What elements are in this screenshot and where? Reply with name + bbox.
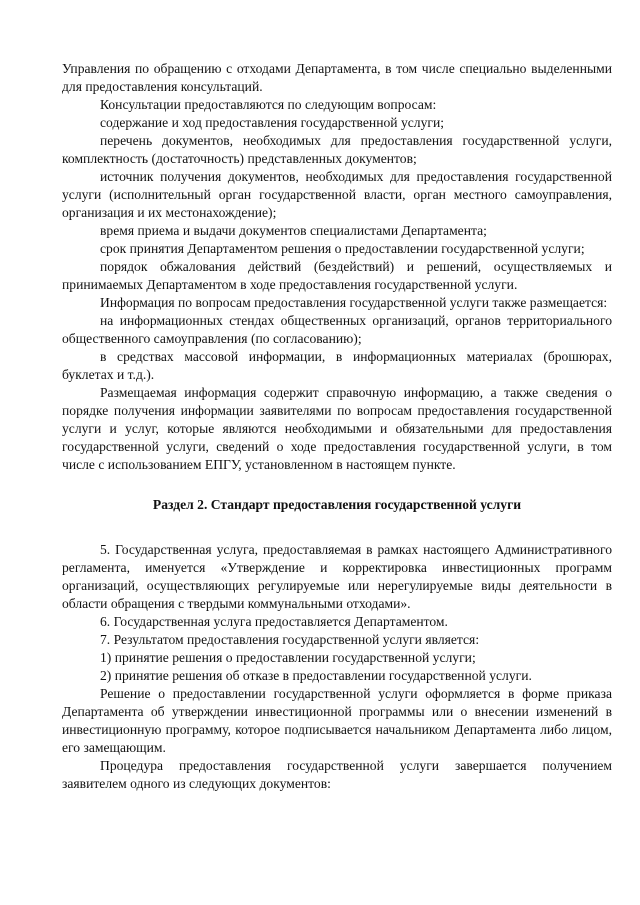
list-item: на информационных стендах общественных организаций, органов территориального общественного самоуправления (по согласованию); (62, 313, 612, 346)
paragraph: Решение о предоставлении государственной услуги оформляется в форме приказа Департамента об утверждении инвестиционной программы или о внесении изменений в инвестиционную программу, которое подписывается начальником Департамента либо лицом, его замещающим. (62, 686, 612, 755)
list-item: перечень документов, необходимых для предоставления государственной услуги, комплектность (достаточность) представленных документов; (62, 133, 612, 166)
list-item: 1) принятие решения о предоставлении государственной услуги; (100, 650, 476, 665)
list-item: в средствах массовой информации, в информационных материалах (брошюрах, буклетах и т.д.). (62, 349, 612, 382)
paragraph: Консультации предоставляются по следующим вопросам: (100, 97, 437, 112)
paragraph: 6. Государственная услуга предоставляется Департаментом. (100, 614, 448, 629)
paragraph: Информация по вопросам предоставления государственной услуги также размещается: (100, 295, 608, 310)
paragraph: Управления по обращению с отходами Департамента, в том числе специально выделенными для предоставления консультаций. (62, 61, 612, 94)
list-item: содержание и ход предоставления государственной услуги; (100, 115, 444, 130)
list-item: срок принятия Департаментом решения о предоставлении государственной услуги; (100, 241, 585, 256)
document-page (62, 60, 612, 793)
paragraph: Процедура предоставления государственной услуги завершается получением заявителем одного из следующих документов: (62, 758, 612, 791)
paragraph: 5. Государственная услуга, предоставляемая в рамках настоящего Административного регламента, именуется «Утверждение и корректировка инвестиционных программ организаций, осуществляющих регулируемые или нерегулируемые виды деятельности в области обращения с твердыми коммунальными отходами». (62, 542, 612, 611)
paragraph: 7. Результатом предоставления государственной услуги является: (100, 632, 480, 647)
list-item: 2) принятие решения об отказе в предоставлении государственной услуги. (100, 668, 532, 683)
paragraph: Размещаемая информация содержит справочную информацию, а также сведения о порядке получения информации заявителями по вопросам предоставления государственной услуги и услуг, которые являются необходимыми и обязательными для предоставления государственной услуги, сведений о ходе предоставления государственной услуги, в том числе с использованием ЕПГУ, установленном в настоящем пункте. (62, 385, 612, 472)
section-heading: Раздел 2. Стандарт предоставления государственной услуги (152, 497, 522, 512)
list-item: время приема и выдачи документов специалистами Департамента; (100, 223, 487, 238)
list-item: источник получения документов, необходимых для предоставления государственной услуги (исполнительный орган государственной власти, орган местного самоуправления, организация и их местонахождение); (62, 169, 612, 220)
list-item: порядок обжалования действий (бездействий) и решений, осуществляемых и принимаемых Департаментом в ходе предоставления государственной услуги. (62, 259, 612, 292)
